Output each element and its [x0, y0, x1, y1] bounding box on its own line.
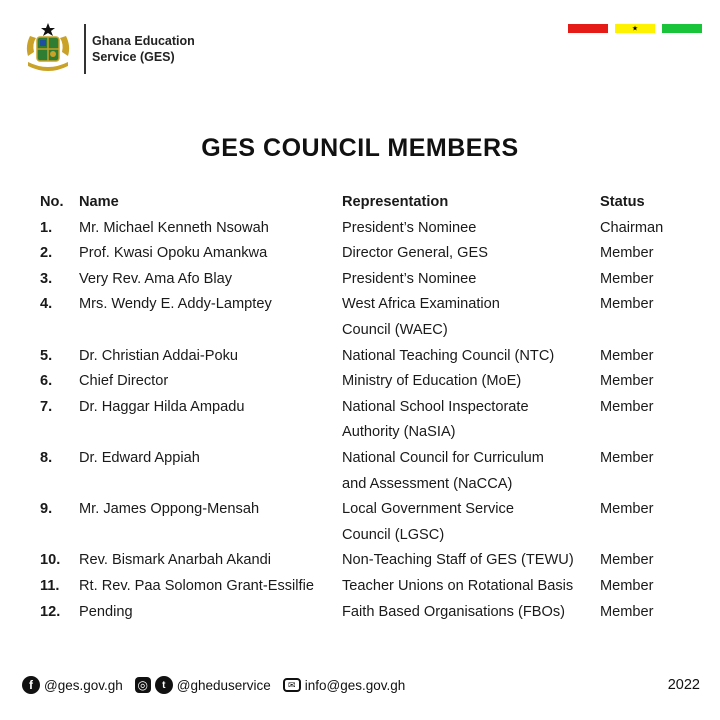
- table-row: [40, 344, 690, 370]
- member-status: Member: [600, 373, 654, 390]
- member-status: Member: [600, 603, 654, 620]
- header-status: Status: [600, 194, 645, 210]
- table-row: [40, 497, 690, 548]
- header-divider: [84, 24, 86, 74]
- header-no: No.: [40, 194, 64, 210]
- header-representation: Representation: [342, 194, 449, 210]
- twitter-icon: t: [155, 676, 173, 694]
- representation-line: Teacher Unions on Rotational Basis: [342, 577, 574, 594]
- member-representation: [342, 600, 600, 626]
- table-row: [40, 548, 690, 574]
- representation-line: National Teaching Council (NTC): [342, 347, 555, 364]
- social-handle: @gheduservice: [176, 677, 271, 693]
- member-name: Dr. Haggar Hilda Ampadu: [79, 398, 245, 415]
- member-number: 1.: [40, 219, 53, 236]
- member-number: 7.: [40, 398, 53, 415]
- coat-of-arms-logo: [22, 22, 74, 76]
- member-representation: [342, 267, 600, 293]
- representation-line: Authority (NaSIA): [342, 424, 456, 441]
- header: [22, 22, 195, 76]
- member-representation: [342, 216, 600, 242]
- member-number: 4.: [40, 296, 53, 313]
- member-status: Member: [600, 270, 654, 287]
- member-representation: [342, 446, 600, 497]
- member-name: Very Rev. Ama Afo Blay: [79, 270, 233, 287]
- member-number: 10.: [40, 552, 61, 569]
- member-name: Chief Director: [79, 373, 169, 390]
- org-name-line-1: Ghana Education: [92, 34, 195, 48]
- table-row: [40, 574, 690, 600]
- member-name: Rt. Rev. Paa Solomon Grant-Essilfie: [79, 577, 314, 594]
- flag-red-stripe: [568, 24, 608, 33]
- table-row: [40, 600, 690, 626]
- member-name: Pending: [79, 603, 133, 620]
- email-contact: [283, 678, 406, 693]
- page-title: GES COUNCIL MEMBERS: [201, 134, 519, 162]
- member-status: Member: [600, 296, 654, 313]
- table-row: [40, 267, 690, 293]
- representation-line: National School Inspectorate: [342, 398, 529, 415]
- representation-line: Local Government Service: [342, 501, 514, 518]
- black-star-icon: ★: [631, 25, 639, 32]
- member-number: 12.: [40, 603, 61, 620]
- council-members-table: [40, 190, 690, 625]
- member-number: 6.: [40, 373, 53, 390]
- member-status: Member: [600, 501, 654, 518]
- member-name: Rev. Bismark Anarbah Akandi: [79, 552, 271, 569]
- facebook-contact: [22, 676, 123, 694]
- header-name: Name: [79, 194, 119, 210]
- member-name: Dr. Christian Addai-Poku: [79, 347, 238, 364]
- ghana-flag-stripes: [568, 24, 702, 33]
- member-name: Mr. Michael Kenneth Nsowah: [79, 219, 269, 236]
- table-row: [40, 369, 690, 395]
- member-representation: [342, 344, 600, 370]
- email-address: info@ges.gov.gh: [304, 677, 406, 693]
- table-row: [40, 292, 690, 343]
- member-representation: [342, 292, 600, 343]
- organization-name: [92, 33, 195, 65]
- member-status: Member: [600, 398, 654, 415]
- table-row: [40, 241, 690, 267]
- table-body: [40, 216, 690, 626]
- flag-green-stripe: [662, 24, 702, 33]
- member-status: Member: [600, 449, 654, 466]
- member-number: 9.: [40, 501, 53, 518]
- representation-line: Council (LGSC): [342, 526, 445, 543]
- table-row: [40, 395, 690, 446]
- table-header-row: [40, 190, 690, 216]
- member-status: Member: [600, 245, 654, 262]
- facebook-handle: @ges.gov.gh: [44, 677, 123, 693]
- year: 2022: [667, 677, 700, 693]
- representation-line: West Africa Examination: [342, 296, 500, 313]
- member-name: Mrs. Wendy E. Addy-Lamptey: [79, 296, 272, 313]
- member-representation: [342, 241, 600, 267]
- table-row: [40, 446, 690, 497]
- member-representation: [342, 395, 600, 446]
- email-icon: ✉: [283, 678, 301, 692]
- representation-line: President’s Nominee: [342, 270, 477, 287]
- flag-yellow-stripe: [615, 24, 655, 33]
- member-number: 3.: [40, 270, 53, 287]
- member-representation: [342, 574, 600, 600]
- member-number: 8.: [40, 449, 53, 466]
- member-number: 5.: [40, 347, 53, 364]
- representation-line: and Assessment (NaCCA): [342, 475, 513, 492]
- representation-line: Council (WAEC): [342, 321, 448, 338]
- representation-line: Ministry of Education (MoE): [342, 373, 522, 390]
- member-status: Member: [600, 577, 654, 594]
- member-name: Mr. James Oppong-Mensah: [79, 501, 260, 518]
- representation-line: President’s Nominee: [342, 219, 477, 236]
- org-name-line-2: Service (GES): [92, 50, 175, 64]
- member-representation: [342, 369, 600, 395]
- social-contact: [135, 676, 271, 694]
- footer: [22, 674, 700, 696]
- member-name: Prof. Kwasi Opoku Amankwa: [79, 245, 268, 262]
- facebook-icon: f: [22, 676, 40, 694]
- member-number: 11.: [40, 577, 60, 594]
- member-name: Dr. Edward Appiah: [79, 449, 200, 466]
- member-representation: [342, 548, 600, 574]
- member-representation: [342, 497, 600, 548]
- representation-line: Director General, GES: [342, 245, 488, 262]
- member-number: 2.: [40, 245, 53, 262]
- instagram-icon: ◎: [135, 677, 151, 693]
- table-row: [40, 216, 690, 242]
- member-status: Member: [600, 347, 654, 364]
- member-status: Member: [600, 552, 654, 569]
- representation-line: National Council for Curriculum: [342, 449, 544, 466]
- member-status: Chairman: [600, 219, 664, 236]
- representation-line: Faith Based Organisations (FBOs): [342, 603, 566, 620]
- representation-line: Non-Teaching Staff of GES (TEWU): [342, 552, 574, 569]
